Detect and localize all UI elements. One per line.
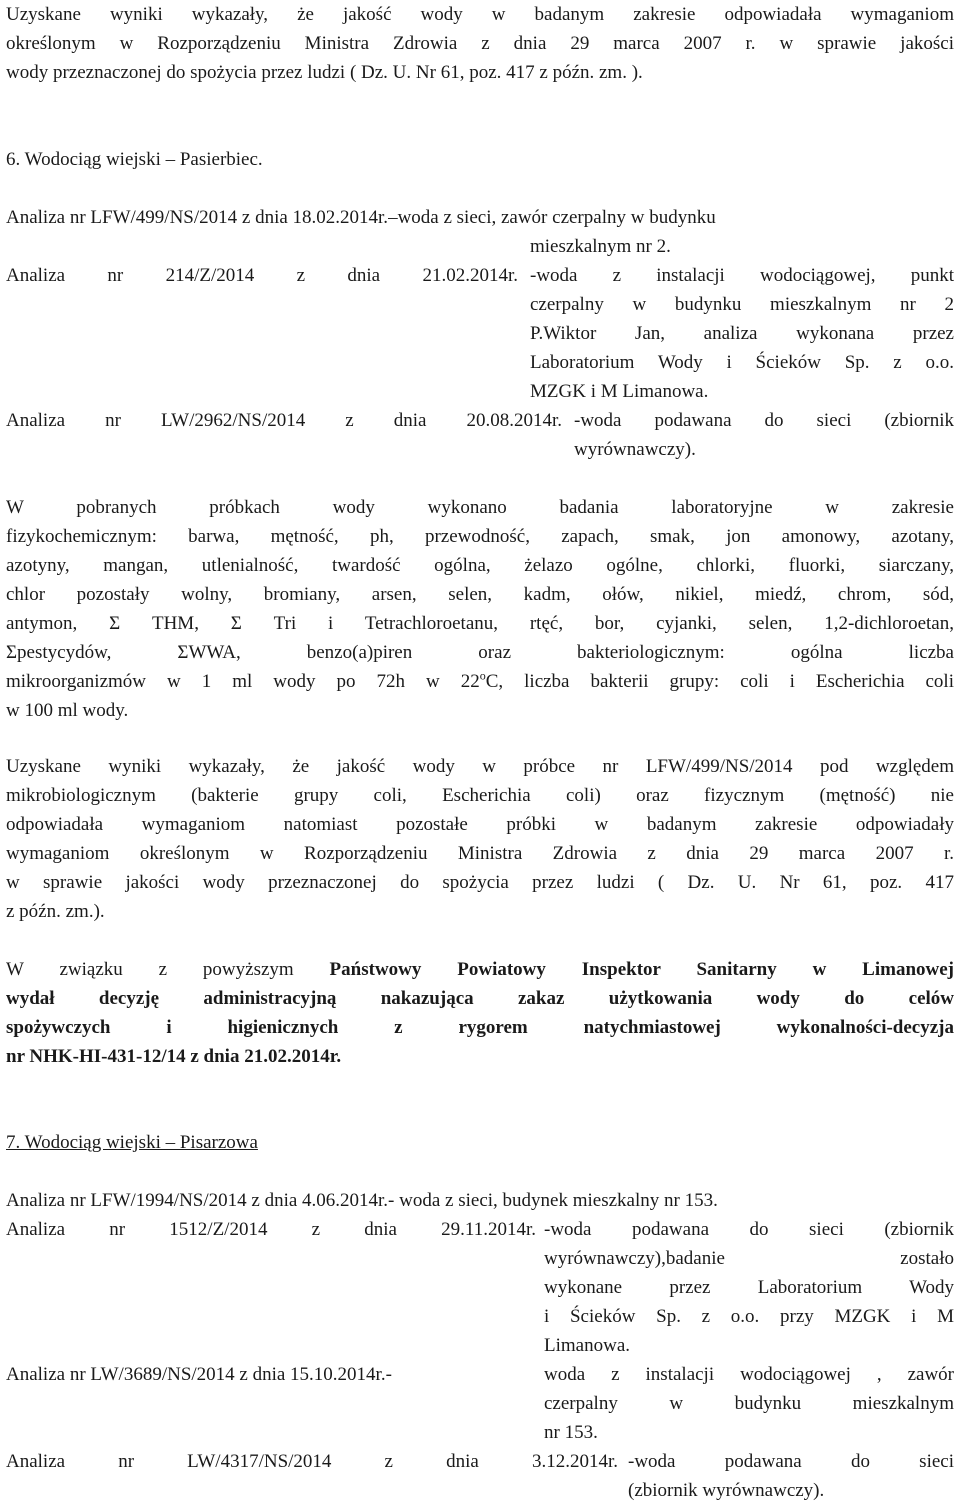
analysis-description: -woda z instalacji wodociągowej, punkt xyxy=(530,265,954,286)
analysis-label: Analiza nr 214/Z/2014 z dnia 21.02.2014r. xyxy=(6,265,518,286)
analysis-description: wyrównawczy),badanie zostało xyxy=(544,1248,954,1269)
analysis-description: nr 153. xyxy=(544,1422,598,1443)
text-line: w 100 ml wody. xyxy=(6,700,129,721)
text-line: W pobranych próbkach wody wykonano badania laboratoryjne w zakresie xyxy=(6,497,954,518)
analysis-description: wyrównawczy). xyxy=(574,439,696,460)
analysis-description: -woda podawana do sieci (zbiornik xyxy=(544,1219,954,1240)
section-7-heading: 7. Wodociąg wiejski – Pisarzowa xyxy=(6,1132,258,1153)
analysis-description: -woda podawana do sieci (zbiornik xyxy=(574,410,954,431)
analysis-7-1: Analiza nr LFW/1994/NS/2014 z dnia 4.06.2014r.- woda z sieci, budynek mieszkalny nr 153. xyxy=(6,1190,718,1211)
text-line: odpowiadała wymaganiom natomiast pozostałe próbki w badanym zakresie odpowiadały xyxy=(6,814,954,835)
superscript: o xyxy=(479,668,486,683)
text-line: z późn. zm.). xyxy=(6,901,105,922)
analysis-description: Laboratorium Wody i Ścieków Sp. z o.o. xyxy=(530,352,954,373)
text-line: nr NHK-HI-431-12/14 z dnia 21.02.2014r. xyxy=(6,1046,342,1067)
intro-paragraph xyxy=(6,0,954,87)
analysis-description: -woda podawana do sieci xyxy=(628,1451,954,1472)
text-line: fizykochemicznym: barwa, mętność, ph, przewodność, zapach, smak, jon amonowy, azotany, xyxy=(6,526,954,547)
text-line: spożywczych i higienicznych z rygorem natychmiastowej wykonalności-decyzja xyxy=(6,1017,954,1038)
text-line: antymon, Σ THM, Σ Tri i Tetrachloroetanu, rtęć, bor, cyjanki, selen, 1,2-dichloroetan, xyxy=(6,613,954,634)
analysis-description: wykonane przez Laboratorium Wody xyxy=(544,1277,954,1298)
analysis-description: Limanowa. xyxy=(544,1335,631,1356)
intro-line: Uzyskane wyniki wykazały, że jakość wody w badanym zakresie odpowiadała wymaganiom xyxy=(6,4,954,25)
analysis-description: czerpalny w budynku mieszkalnym nr 2 xyxy=(530,294,954,315)
analysis-description: i Ścieków Sp. z o.o. przy MZGK i M xyxy=(544,1306,954,1327)
analysis-description: (zbiornik wyrównawczy). xyxy=(628,1480,825,1501)
text-line: mikroorganizmów w 1 ml wody po 72h w 22$^o$C, liczba bakterii grupy: coli i Escherichia coli xyxy=(6,668,954,692)
text-line: wymaganiom określonym w Rozporządzeniu Ministra Zdrowia z dnia 29 marca 2007 r. xyxy=(6,843,954,864)
analysis-label: Analiza nr LW/4317/NS/2014 z dnia 3.12.2014r. xyxy=(6,1451,618,1472)
text-line: mikrobiologicznym (bakterie grupy coli, Escherichia coli) oraz fizycznym (mętność) nie xyxy=(6,785,954,806)
intro-line: określonym w Rozporządzeniu Ministra Zdrowia z dnia 29 marca 2007 r. w sprawie jakości xyxy=(6,33,954,54)
text-line: azotyny, mangan, utlenialność, twardość ogólna, żelazo ogólne, chlorki, fluorki, siarczany, xyxy=(6,555,954,576)
analysis-7-4 xyxy=(6,1447,954,1505)
analysis-label: Analiza nr LFW/499/NS/2014 z dnia 18.02.2014r. xyxy=(6,207,389,228)
analysis-7-3 xyxy=(6,1360,954,1447)
text-line: w sprawie jakości wody przeznaczonej do spożycia przez ludzi ( Dz. U. Nr 61, poz. 417 xyxy=(6,872,954,893)
text-line: chlor pozostały wolny, bromiany, arsen, selen, kadm, ołów, nikiel, miedź, chrom, sód, xyxy=(6,584,954,605)
analysis-label: Analiza nr 1512/Z/2014 z dnia 29.11.2014r. xyxy=(6,1219,536,1240)
analysis-description: –woda z sieci, zawór czerpalny w budynku xyxy=(388,207,716,228)
analysis-description: mieszkalnym nr 2. xyxy=(530,236,671,257)
analysis-description: P.Wiktor Jan, analiza wykonana przez xyxy=(530,323,954,344)
analysis-6-2 xyxy=(6,261,954,406)
text-line: W związku z powyższym Państwowy Powiatowy Inspektor Sanitarny w Limanowej xyxy=(6,959,954,980)
inspector-name: Państwowy Powiatowy Inspektor Sanitarny w Limanowej xyxy=(329,959,954,980)
analysis-7-2 xyxy=(6,1215,954,1360)
results-paragraph xyxy=(6,752,954,926)
analysis-description: woda z instalacji wodociągowej , zawór xyxy=(544,1364,954,1385)
analysis-6-3 xyxy=(6,406,954,464)
analysis-description: MZGK i M Limanowa. xyxy=(530,381,709,402)
decision-paragraph xyxy=(6,955,954,1071)
analysis-label: Analiza nr LW/3689/NS/2014 z dnia 15.10.2014r.- xyxy=(6,1364,392,1385)
text-line: Σpestycydów, ΣWWA, benzo(a)piren oraz bakteriologicznym: ogólna liczba xyxy=(6,642,954,663)
parameters-paragraph xyxy=(6,493,954,725)
analysis-label: Analiza nr LW/2962/NS/2014 z dnia 20.08.2014r. xyxy=(6,410,562,431)
section-6-heading: 6. Wodociąg wiejski – Pasierbiec. xyxy=(6,149,263,170)
analysis-description: czerpalny w budynku mieszkalnym xyxy=(544,1393,954,1414)
text-line: wydał decyzję administracyjną nakazująca zakaz użytkowania wody do celów xyxy=(6,988,954,1009)
text-line: Uzyskane wyniki wykazały, że jakość wody w próbce nr LFW/499/NS/2014 pod względem xyxy=(6,756,954,777)
analysis-6-1 xyxy=(6,203,954,261)
intro-line: wody przeznaczonej do spożycia przez ludzi ( Dz. U. Nr 61, poz. 417 z późn. zm. ). xyxy=(6,62,643,83)
